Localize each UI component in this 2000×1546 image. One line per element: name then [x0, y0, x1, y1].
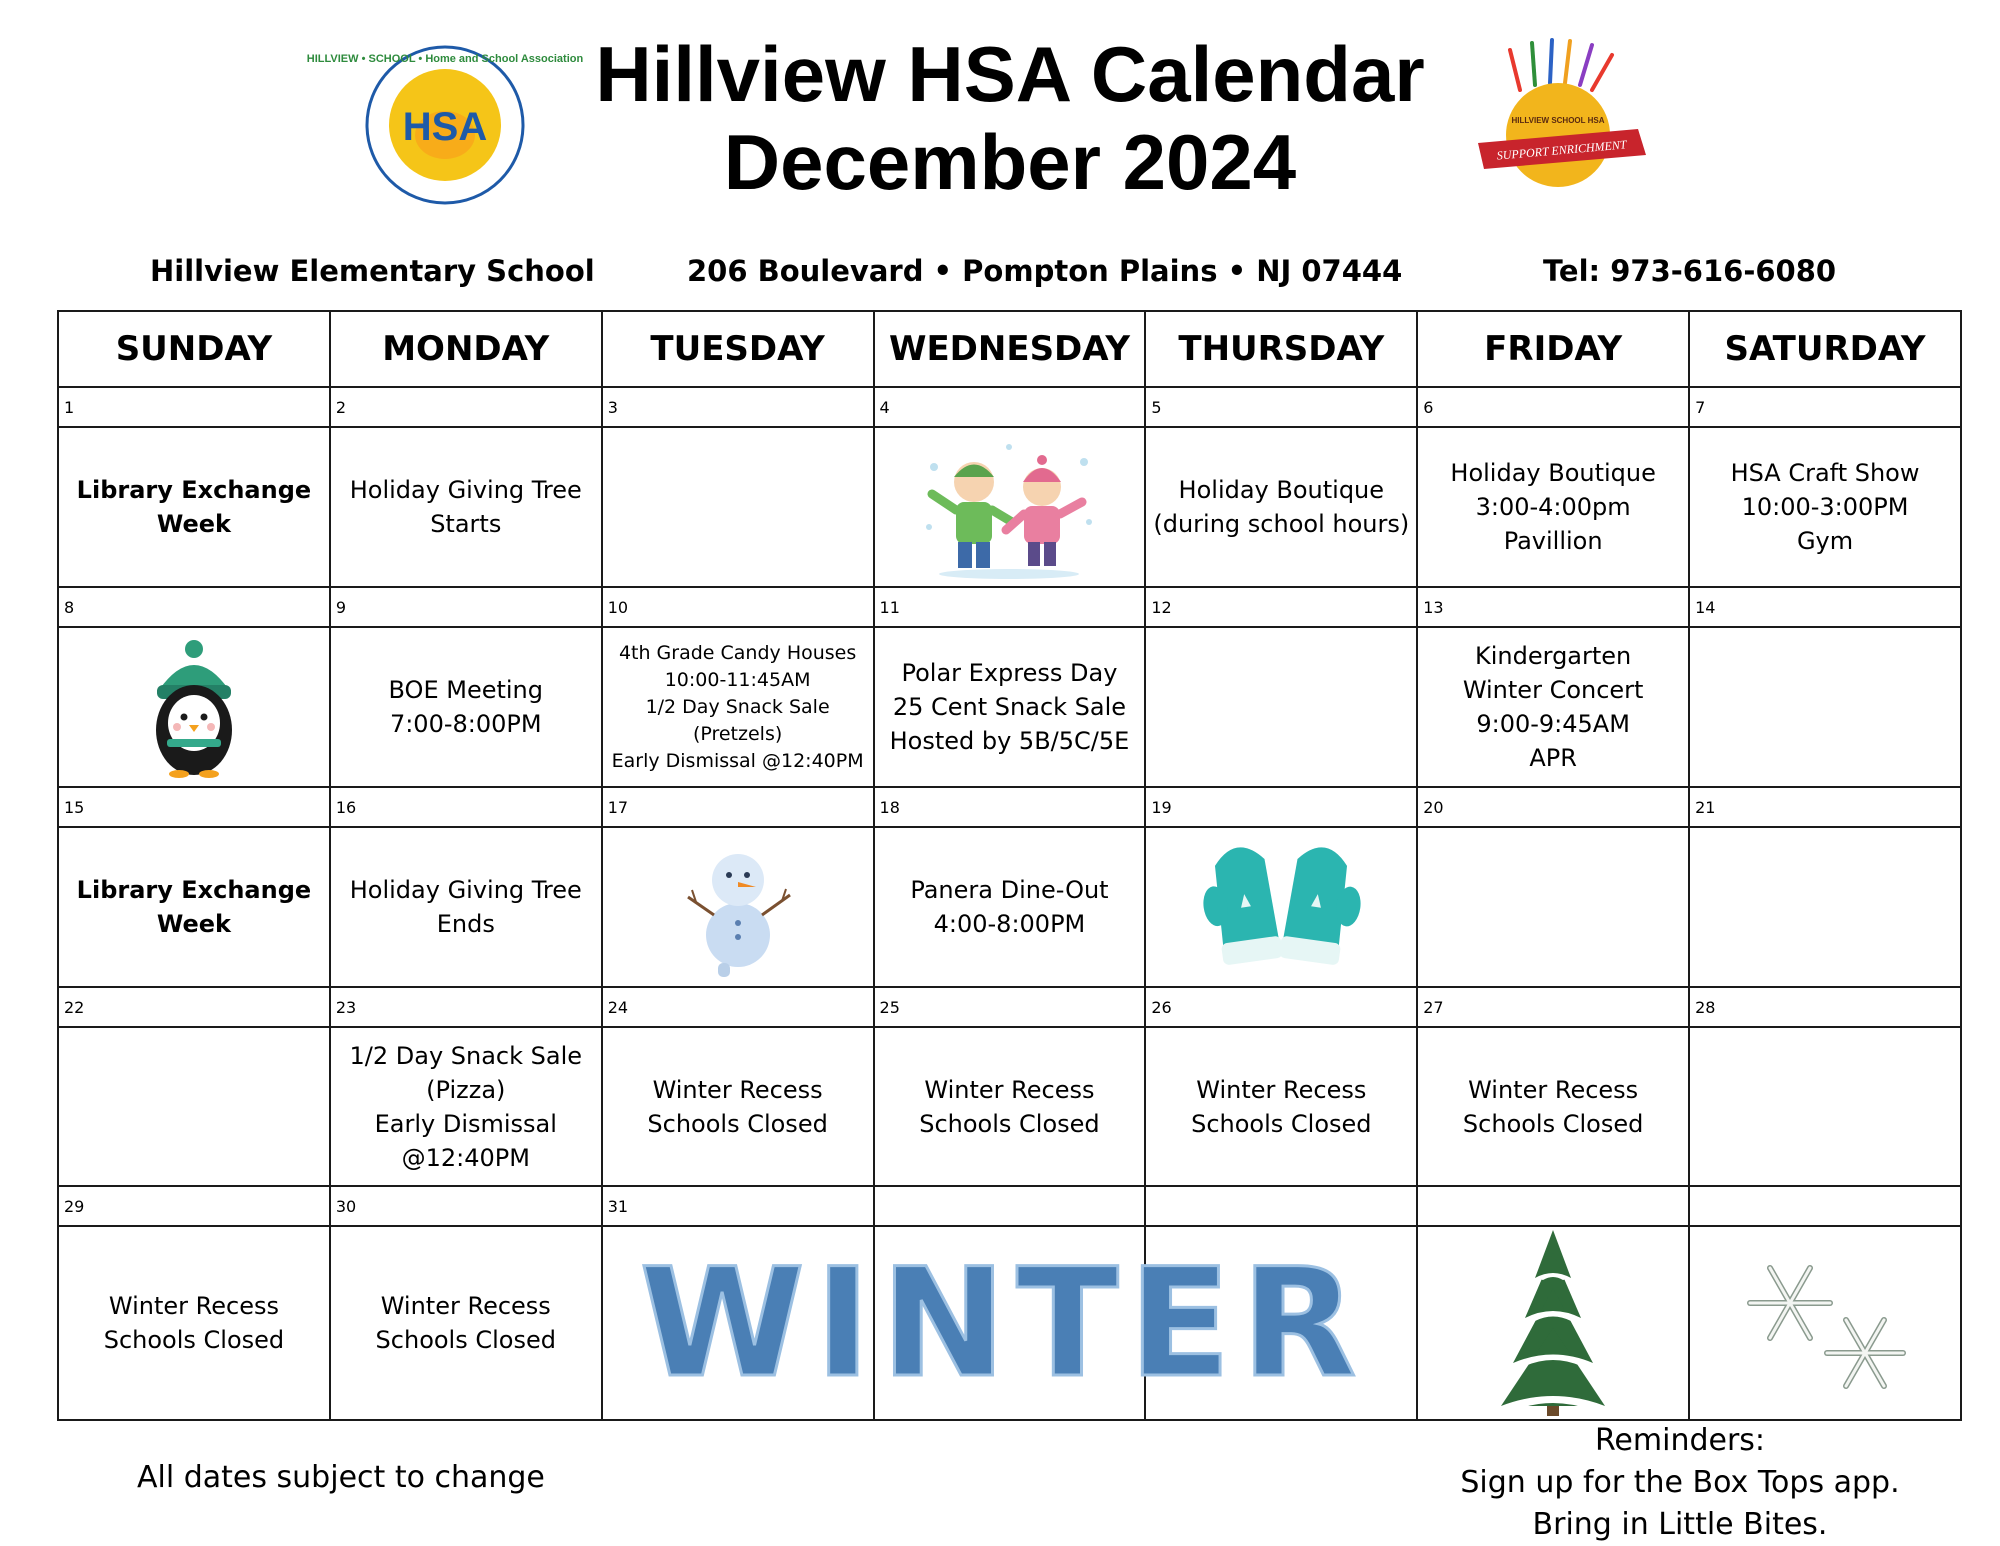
date-cell — [1145, 587, 1417, 627]
event-cell — [602, 427, 874, 587]
date-cell — [1417, 1186, 1689, 1226]
header-tuesday: TUESDAY — [602, 311, 874, 387]
date-cell — [1689, 587, 1961, 627]
day-number: 19 — [1151, 797, 1172, 817]
event-cell — [58, 827, 330, 987]
week-3-events — [58, 827, 1961, 987]
event-cell — [1689, 1226, 1961, 1420]
date-cell — [58, 787, 330, 827]
date-cell — [1145, 787, 1417, 827]
date-cell — [874, 587, 1146, 627]
event-cell — [874, 827, 1146, 987]
hsa-logo-ring-text: HILLVIEW • SCHOOL • Home and School Association — [306, 53, 584, 65]
event-cell — [1417, 427, 1689, 587]
reminders — [1420, 1420, 1940, 1546]
day-number: 1 — [64, 397, 75, 417]
date-cell — [330, 1186, 602, 1226]
day-number: 16 — [335, 797, 357, 817]
day-number: 22 — [64, 997, 85, 1017]
header-monday: MONDAY — [330, 311, 602, 387]
event-cell — [1689, 627, 1961, 787]
title-line-2: December 2024 — [723, 118, 1297, 206]
date-cell — [874, 387, 1146, 427]
event-text: Winter Recess Schools Closed — [375, 1292, 556, 1354]
event-cell — [1145, 627, 1417, 787]
event-text: Winter Recess Schools Closed — [103, 1292, 285, 1354]
event-text: Library Exchange Week — [76, 876, 312, 938]
event-text: Holiday Boutique (during school hours) — [1153, 476, 1410, 538]
event-cell — [1689, 427, 1961, 587]
event-cell — [1417, 1226, 1689, 1420]
event-text: Polar Express Day 25 Cent Snack Sale Hosted by 5B/5C/5E — [889, 659, 1130, 755]
event-cell — [330, 627, 602, 787]
hsa-logo-text: HSA — [402, 105, 488, 149]
event-text: Holiday Giving Tree Ends — [349, 876, 582, 938]
date-cell — [602, 987, 874, 1027]
event-cell — [330, 1226, 602, 1420]
school-name: Hillview Elementary School — [150, 254, 595, 288]
event-cell — [1417, 1027, 1689, 1186]
apple-logo-text: HILLVIEW SCHOOL HSA — [1511, 116, 1605, 125]
support-enrichment-logo — [1470, 35, 1650, 195]
day-number: 12 — [1151, 597, 1172, 617]
date-cell — [330, 987, 602, 1027]
snowman-illustration — [678, 835, 798, 980]
event-cell — [1145, 1226, 1417, 1420]
date-cell — [1145, 987, 1417, 1027]
day-number: 7 — [1695, 397, 1706, 417]
day-number: 25 — [879, 997, 900, 1017]
day-number: 23 — [335, 997, 357, 1017]
day-number: 18 — [879, 797, 900, 817]
date-cell — [330, 587, 602, 627]
school-address: 206 Boulevard • Pompton Plains • NJ 07444 — [687, 254, 1403, 288]
day-number: 28 — [1695, 997, 1716, 1017]
week-5-events — [58, 1226, 1961, 1420]
event-cell — [874, 627, 1146, 787]
day-number: 17 — [607, 797, 629, 817]
hsa-logo — [306, 40, 584, 210]
date-cell — [1145, 1186, 1417, 1226]
header-thursday: THURSDAY — [1145, 311, 1417, 387]
event-cell — [874, 1027, 1146, 1186]
event-cell — [330, 427, 602, 587]
reminder-item: Bring in Little Bites. — [1532, 1507, 1828, 1542]
day-number: 8 — [64, 597, 75, 617]
date-cell — [1689, 1186, 1961, 1226]
event-cell — [58, 427, 330, 587]
event-cell — [602, 827, 874, 987]
day-number: 14 — [1695, 597, 1716, 617]
day-number: 5 — [1151, 397, 1162, 417]
event-cell — [58, 1226, 330, 1420]
date-cell — [602, 587, 874, 627]
day-number: 27 — [1423, 997, 1444, 1017]
weekday-header-row — [58, 311, 1961, 387]
date-cell — [874, 1186, 1146, 1226]
week-2-dates — [58, 587, 1961, 627]
date-cell — [1689, 387, 1961, 427]
day-number: 9 — [335, 597, 347, 617]
calendar-grid — [57, 310, 1962, 1417]
day-number: 11 — [879, 597, 900, 617]
date-cell — [1145, 387, 1417, 427]
date-cell — [602, 1186, 874, 1226]
header-sunday: SUNDAY — [58, 311, 330, 387]
week-5-dates — [58, 1186, 1961, 1226]
event-cell — [602, 1226, 1367, 1420]
week-4-events — [58, 1027, 1961, 1186]
event-cell — [874, 1226, 1146, 1420]
mittens-illustration — [1186, 832, 1376, 982]
event-text: 1/2 Day Snack Sale (Pizza) Early Dismissal @12:40PM — [349, 1041, 583, 1172]
event-cell — [1417, 627, 1689, 787]
event-cell — [1689, 827, 1961, 987]
day-number: 2 — [335, 397, 347, 417]
winter-word-text: WINTER — [639, 1237, 1367, 1411]
event-cell — [1689, 1027, 1961, 1186]
header-friday: FRIDAY — [1417, 311, 1689, 387]
disclaimer-text: All dates subject to change — [137, 1460, 545, 1495]
event-text: Winter Recess Schools Closed — [1191, 1075, 1372, 1138]
event-cell — [330, 827, 602, 987]
day-number: 13 — [1423, 597, 1444, 617]
week-1-dates — [58, 387, 1961, 427]
header-saturday: SATURDAY — [1689, 311, 1961, 387]
date-cell — [1417, 787, 1689, 827]
day-number: 6 — [1423, 397, 1434, 417]
date-cell — [1417, 587, 1689, 627]
snowflakes-illustration — [1730, 1248, 1920, 1398]
date-cell — [1417, 987, 1689, 1027]
week-3-dates — [58, 787, 1961, 827]
date-cell — [58, 387, 330, 427]
day-number: 10 — [607, 597, 629, 617]
day-number: 26 — [1151, 997, 1172, 1017]
event-text: Kindergarten Winter Concert 9:00-9:45AM APR — [1462, 642, 1644, 772]
snowy-tree-illustration — [1493, 1228, 1613, 1418]
event-cell — [874, 427, 1146, 587]
kids-playing-in-snow-illustration — [914, 432, 1104, 582]
day-number: 3 — [607, 397, 618, 417]
header-wednesday: WEDNESDAY — [874, 311, 1146, 387]
event-text: Winter Recess Schools Closed — [919, 1075, 1100, 1138]
ribbon-text: SUPPORT ENRICHMENT — [1496, 137, 1628, 163]
event-text: 4th Grade Candy Houses 10:00-11:45AM 1/2 Day Snack Sale (Pretzels) Early Dismissal @12:40PM — [611, 641, 864, 772]
event-cell — [58, 627, 330, 787]
page-title — [560, 30, 1460, 206]
date-cell — [1417, 387, 1689, 427]
title-line-1: Hillview HSA Calendar — [595, 30, 1425, 118]
event-text: Holiday Giving Tree Starts — [349, 476, 582, 538]
date-cell — [58, 587, 330, 627]
event-cell — [1145, 827, 1417, 987]
event-cell — [602, 1027, 874, 1186]
event-text: BOE Meeting 7:00-8:00PM — [388, 676, 544, 738]
date-cell — [330, 387, 602, 427]
penguin-illustration — [139, 635, 249, 780]
date-cell — [874, 787, 1146, 827]
date-cell — [58, 1186, 330, 1226]
day-number: 24 — [607, 997, 629, 1017]
reminder-item: Sign up for the Box Tops app. — [1460, 1465, 1900, 1500]
event-text: HSA Craft Show 10:00-3:00PM Gym — [1730, 459, 1920, 555]
week-1-events — [58, 427, 1961, 587]
date-cell — [1689, 987, 1961, 1027]
week-4-dates — [58, 987, 1961, 1027]
day-number: 21 — [1695, 797, 1716, 817]
event-cell — [1417, 827, 1689, 987]
day-number: 15 — [64, 797, 85, 817]
school-phone: Tel: 973-616-6080 — [1543, 254, 1837, 288]
day-number: 30 — [335, 1196, 357, 1216]
event-cell — [1145, 427, 1417, 587]
week-2-events — [58, 627, 1961, 787]
event-text: Library Exchange Week — [76, 476, 312, 538]
date-cell — [602, 387, 874, 427]
date-cell — [58, 987, 330, 1027]
date-cell — [602, 787, 874, 827]
day-number: 31 — [607, 1196, 629, 1216]
date-cell — [874, 987, 1146, 1027]
day-number: 20 — [1423, 797, 1444, 817]
reminders-title: Reminders: — [1594, 1423, 1766, 1458]
day-number: 4 — [879, 397, 890, 417]
event-cell — [602, 627, 874, 787]
event-cell — [58, 1027, 330, 1186]
event-text: Panera Dine-Out 4:00-8:00PM — [910, 876, 1109, 938]
event-cell — [1145, 1027, 1417, 1186]
event-cell — [330, 1027, 602, 1186]
date-cell — [1689, 787, 1961, 827]
date-cell — [330, 787, 602, 827]
event-text: Holiday Boutique 3:00-4:00pm Pavillion — [1450, 459, 1656, 555]
event-text: Winter Recess Schools Closed — [647, 1075, 828, 1138]
day-number: 29 — [64, 1196, 85, 1216]
event-text: Winter Recess Schools Closed — [1462, 1075, 1644, 1138]
